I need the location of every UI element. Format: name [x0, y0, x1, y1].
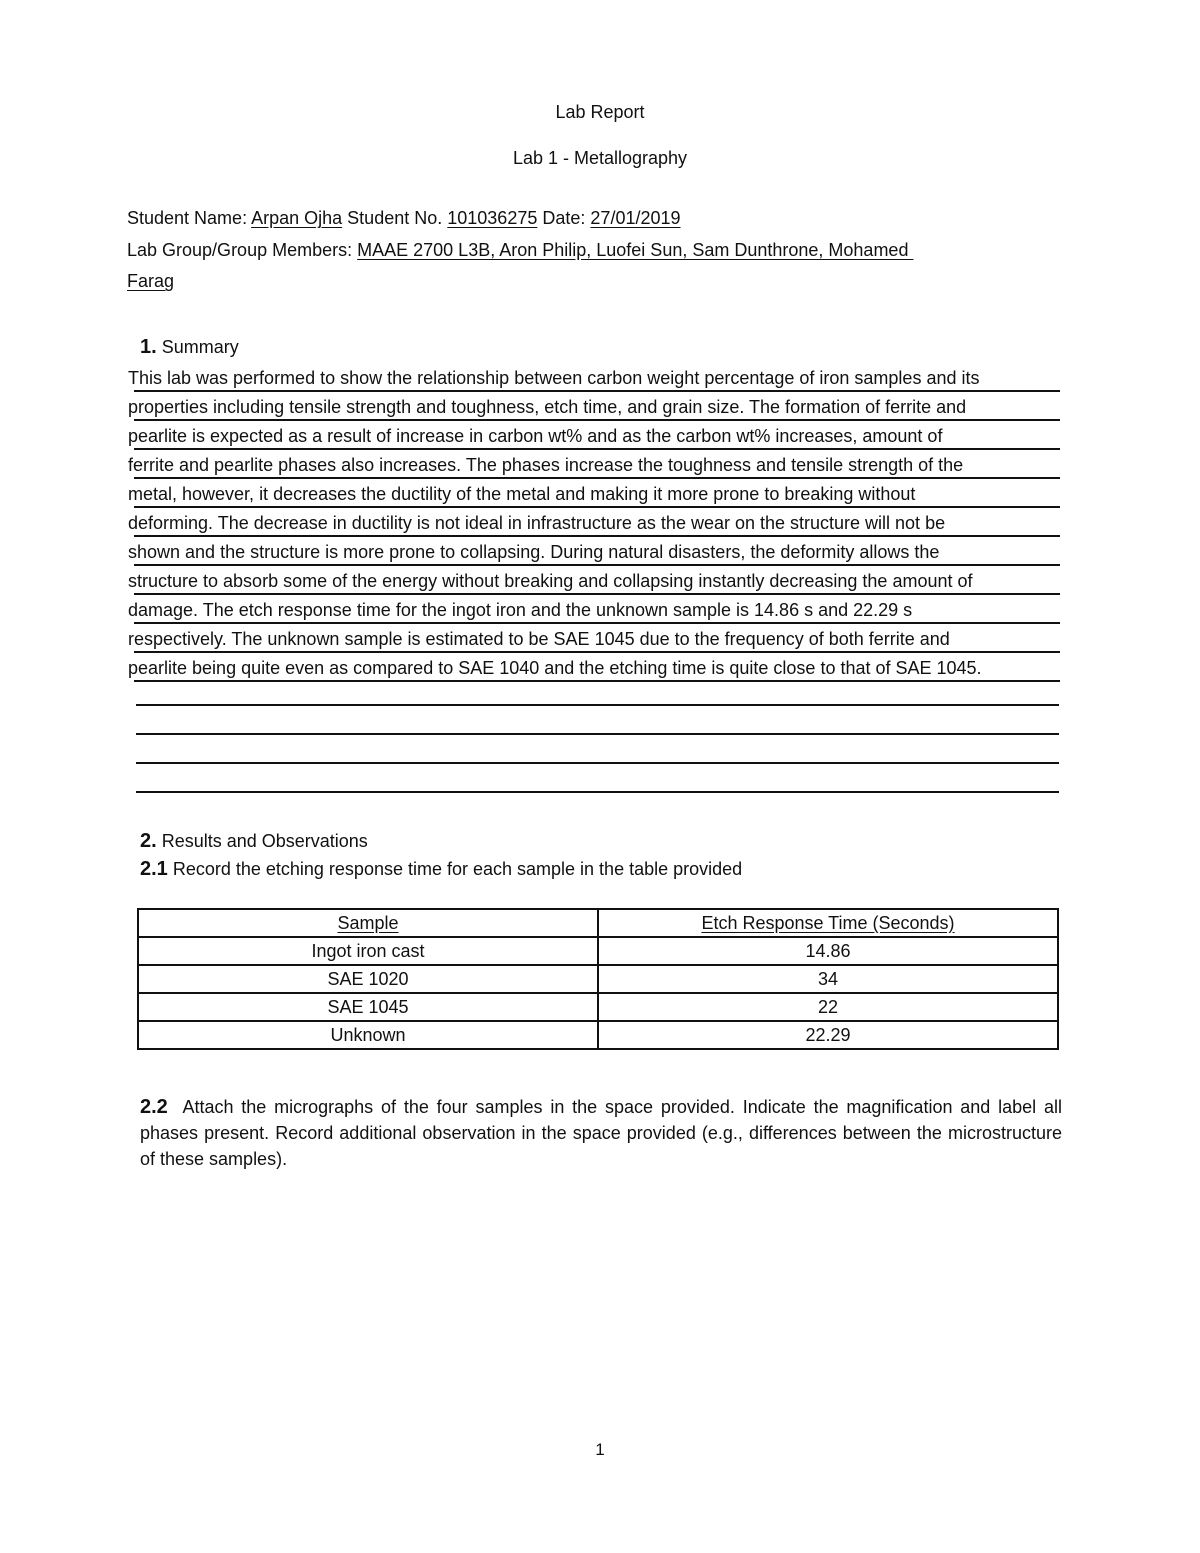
subsection-2-2: [140, 1094, 1062, 1172]
subsection-2-1-text: Record the etching response time for each sample in the table provided: [172, 859, 743, 879]
group-members: MAAE 2700 L3B, Aron Philip, Luofei Sun, Sam Dunthrone, Mohamed: [357, 240, 914, 260]
etch-time-cell: 22: [598, 993, 1058, 1021]
student-number-label: Student No.: [347, 208, 443, 228]
blank-ruled-line: [136, 791, 1059, 793]
summary-line: structure to absorb some of the energy without breaking and collapsing instantly decreasing the amount of: [128, 567, 1064, 596]
column-header-etch-time: Etch Response Time (Seconds): [598, 909, 1058, 937]
student-name: Arpan Ojha: [251, 208, 343, 228]
summary-line: respectively. The unknown sample is estimated to be SAE 1045 due to the frequency of both ferrite and: [128, 625, 1064, 654]
summary-heading: [140, 336, 239, 359]
ruled-line: [134, 506, 1060, 508]
results-heading-text: Results and Observations: [161, 831, 368, 851]
ruled-line: [134, 477, 1060, 479]
student-info-line: [127, 208, 681, 229]
etch-time-cell: 22.29: [598, 1021, 1058, 1049]
blank-ruled-line: [136, 733, 1059, 735]
summary-line: properties including tensile strength and toughness, etch time, and grain size. The formation of ferrite and: [128, 393, 1064, 422]
sample-cell: Unknown: [138, 1021, 598, 1049]
summary-heading-text: Summary: [161, 337, 239, 357]
table-row: [138, 965, 1058, 993]
summary-line: shown and the structure is more prone to collapsing. During natural disasters, the deformity allows the: [128, 538, 1064, 567]
table-header-row: [138, 909, 1058, 937]
ruled-line: [134, 535, 1060, 537]
subsection-2-1: [140, 858, 742, 881]
sample-cell: Ingot iron cast: [138, 937, 598, 965]
subsection-2-1-number: 2.1: [140, 858, 168, 880]
group-members-continued: Farag: [127, 271, 175, 291]
subsection-2-2-number: 2.2: [140, 1096, 168, 1118]
table-row: [138, 993, 1058, 1021]
student-number: 101036275: [447, 208, 538, 228]
summary-line: damage. The etch response time for the ingot iron and the unknown sample is 14.86 s and 22.29 s: [128, 596, 1064, 625]
summary-body: [128, 364, 1064, 683]
etch-time-table: [137, 908, 1059, 1050]
group-label: Lab Group/Group Members:: [127, 240, 353, 260]
blank-ruled-line: [136, 704, 1059, 706]
table-row: [138, 1021, 1058, 1049]
ruled-line: [134, 622, 1060, 624]
ruled-line: [134, 593, 1060, 595]
summary-number: 1.: [140, 336, 157, 358]
sample-cell: SAE 1045: [138, 993, 598, 1021]
ruled-line: [134, 419, 1060, 421]
summary-line: ferrite and pearlite phases also increases. The phases increase the toughness and tensile strength of the: [128, 451, 1064, 480]
report-title: Lab Report: [555, 102, 645, 122]
summary-line: This lab was performed to show the relationship between carbon weight percentage of iron samples and its: [128, 364, 1064, 393]
table-row: [138, 937, 1058, 965]
etch-time-cell: 14.86: [598, 937, 1058, 965]
lab-title: Lab 1 - Metallography: [512, 148, 688, 168]
ruled-line: [134, 651, 1060, 653]
date-label: Date:: [542, 208, 586, 228]
ruled-line: [134, 390, 1060, 392]
summary-line: pearlite being quite even as compared to SAE 1040 and the etching time is quite close to that of SAE 1045.: [128, 654, 1064, 683]
results-number: 2.: [140, 830, 157, 852]
summary-line: pearlite is expected as a result of increase in carbon wt% and as the carbon wt% increases, amount of: [128, 422, 1064, 451]
etch-time-cell: 34: [598, 965, 1058, 993]
summary-line: metal, however, it decreases the ductility of the metal and making it more prone to breaking without: [128, 480, 1064, 509]
sample-cell: SAE 1020: [138, 965, 598, 993]
subsection-2-2-text: Attach the micrographs of the four samples in the space provided. Indicate the magnification and label all phases present. Record additional observation in the space provided (e.g., differences between the microstructure of these samples).: [140, 1097, 1062, 1169]
report-date: 27/01/2019: [590, 208, 681, 228]
results-heading: [140, 830, 368, 853]
ruled-line: [134, 680, 1060, 682]
group-members-line: [127, 240, 913, 261]
summary-line: deforming. The decrease in ductility is not ideal in infrastructure as the wear on the structure will not be: [128, 509, 1064, 538]
page-number: 1: [595, 1440, 605, 1459]
column-header-sample: Sample: [138, 909, 598, 937]
student-name-label: Student Name:: [127, 208, 248, 228]
blank-ruled-line: [136, 762, 1059, 764]
ruled-line: [134, 448, 1060, 450]
ruled-line: [134, 564, 1060, 566]
